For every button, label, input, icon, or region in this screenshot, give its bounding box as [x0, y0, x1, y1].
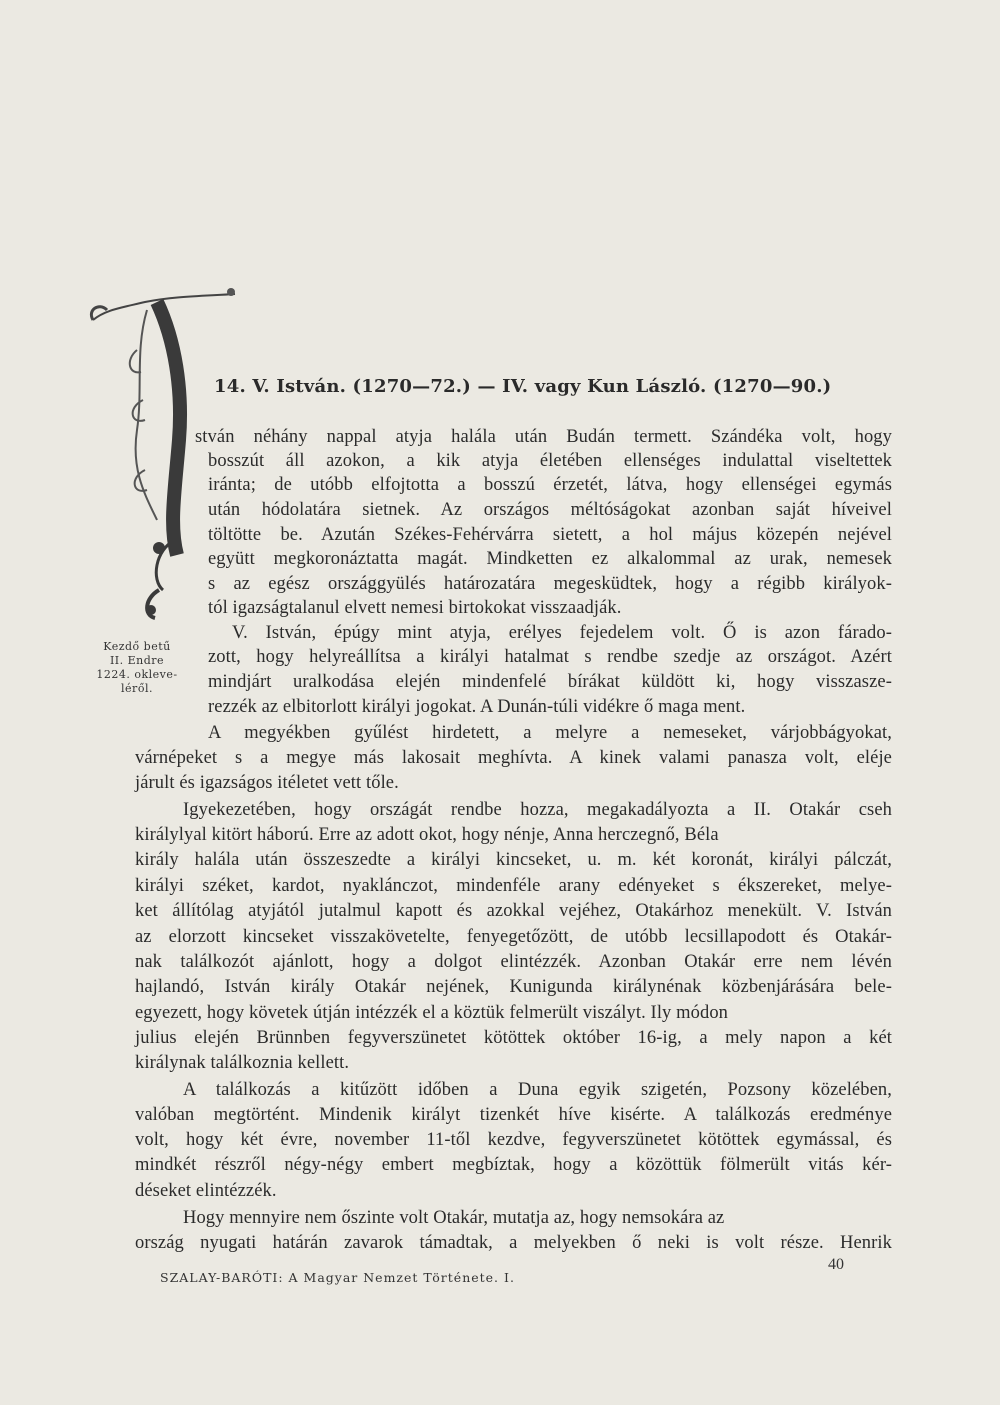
initial-caption	[92, 640, 182, 696]
text-line: A megyékben gyűlést hirdetett, a melyre a nemeseket, várjobbágyokat,	[208, 723, 892, 743]
caption-line: 1224. okleve-	[96, 668, 178, 681]
text-line: ket állítólag atyjától jutalmul kapott és azokkal vejéhez, Otakárhoz menekült. V. István	[135, 901, 892, 921]
text-line: zott, hogy helyreállítsa a királyi hatalmat s rendbe szedje az országot. Azért	[208, 647, 892, 667]
section-heading: 14. V. István. (1270—72.) — IV. vagy Kun László. (1270—90.)	[214, 376, 832, 397]
text-line: várnépeket s a megye más lakosait meghívta. A kinek valami panasza volt, eléje	[135, 748, 892, 768]
text-line: királylyal kitört háború. Erre az adott okot, hogy nénje, Anna herczegnő, Béla	[135, 825, 719, 845]
text-line: töltötte be. Azután Székes-Fehérvárra sietett, a hol május közepén nejével	[208, 525, 892, 545]
text-line: iránta; de utóbb elfojtotta a bosszú érzetét, látva, hogy ellenségei egymás	[208, 475, 892, 495]
caption-line: II. Endre	[109, 654, 165, 667]
text-line: után hódolatára sietnek. Az országos méltóságokat azonban saját híveivel	[208, 500, 892, 520]
text-line: rezzék az elbitorlott királyi jogokat. A Dunán-túli vidékre ő maga ment.	[208, 697, 746, 717]
text-line: volt, hogy két évre, november 11-től kezdve, fegyverszünetet kötöttek egymással, és	[135, 1130, 892, 1150]
text-line: egyezett, hogy követek útján intézzék el a köztük felmerült viszályt. Ily módon	[135, 1003, 729, 1023]
text-line: királynak találkoznia kellett.	[135, 1053, 350, 1073]
text-line: ország nyugati határán zavarok támadtak, a melyekben ő neki is volt része. Henrik	[135, 1233, 892, 1253]
text-line: s az egész országgyülés határozatára megesküdtek, hogy a régibb királyok-	[208, 574, 892, 594]
text-line: járult és igazságos itéletet vett tőle.	[135, 773, 399, 793]
caption-line: léről.	[121, 682, 153, 695]
text-line: nak találkozót ajánlott, hogy a dolgot elintézzék. Azonban Otakár erre nem lévén	[135, 952, 892, 972]
text-line: hajlandó, István király Otakár nejének, Kunigunda királynénak közbenjárására bele-	[135, 977, 892, 997]
text-line: Hogy mennyire nem őszinte volt Otakár, mutatja az, hogy nemsokára az	[183, 1208, 725, 1228]
text-line: mindkét részről négy-négy embert megbíztak, hogy a közöttük fölmerült vitás kér-	[135, 1155, 892, 1175]
text-line: A találkozás a kitűzött időben a Duna egyik szigetén, Pozsony közelében,	[183, 1080, 892, 1100]
text-line: V. István, épúgy mint atyja, erélyes fejedelem volt. Ő is azon fárado-	[232, 623, 892, 643]
text-line: mindjárt uralkodása elején mindenfelé bírákat küldött ki, hogy visszasze-	[208, 672, 892, 692]
text-line: julius elején Brünnben fegyverszünetet kötöttek október 16-ig, a mely napon a két	[135, 1028, 892, 1048]
text-line: déseket elintézzék.	[135, 1181, 277, 1201]
page-number: 40	[828, 1256, 844, 1273]
caption-line: Kezdő betű	[103, 640, 171, 653]
text-line: királyi széket, kardot, nyaklánczot, mindenféle arany edényeket s ékszereket, melye-	[135, 876, 892, 896]
text-line: valóban megtörtént. Mindenik királyt tizenkét híve kisérte. A találkozás eredménye	[135, 1105, 892, 1125]
text-line: király halála után összeszedte a királyi kincseket, u. m. két koronát, királyi pálczát,	[135, 850, 892, 870]
text-line: az elorzott kincseket visszakövetelte, fenyegetőzött, de utóbb lecsillapodott és Otakár-	[135, 927, 892, 947]
text-line: Igyekezetében, hogy országát rendbe hozza, megakadályozta a II. Otakár cseh	[183, 800, 892, 820]
source-footer: SZALAY-BARÓTI: A Magyar Nemzet Története. I.	[160, 1270, 515, 1285]
text-line: együtt megkoronáztatta magát. Mindketten ez alkalommal az urak, nemesek	[208, 549, 892, 569]
text-line: tól igazságtalanul elvett nemesi birtokokat visszaadják.	[208, 598, 622, 618]
text-line: bosszút áll azokon, a kik atyja életében ellenséges indulattal viseltettek	[208, 451, 892, 471]
text-line: stván néhány nappal atyja halála után Budán termett. Szándéka volt, hogy	[195, 427, 892, 447]
